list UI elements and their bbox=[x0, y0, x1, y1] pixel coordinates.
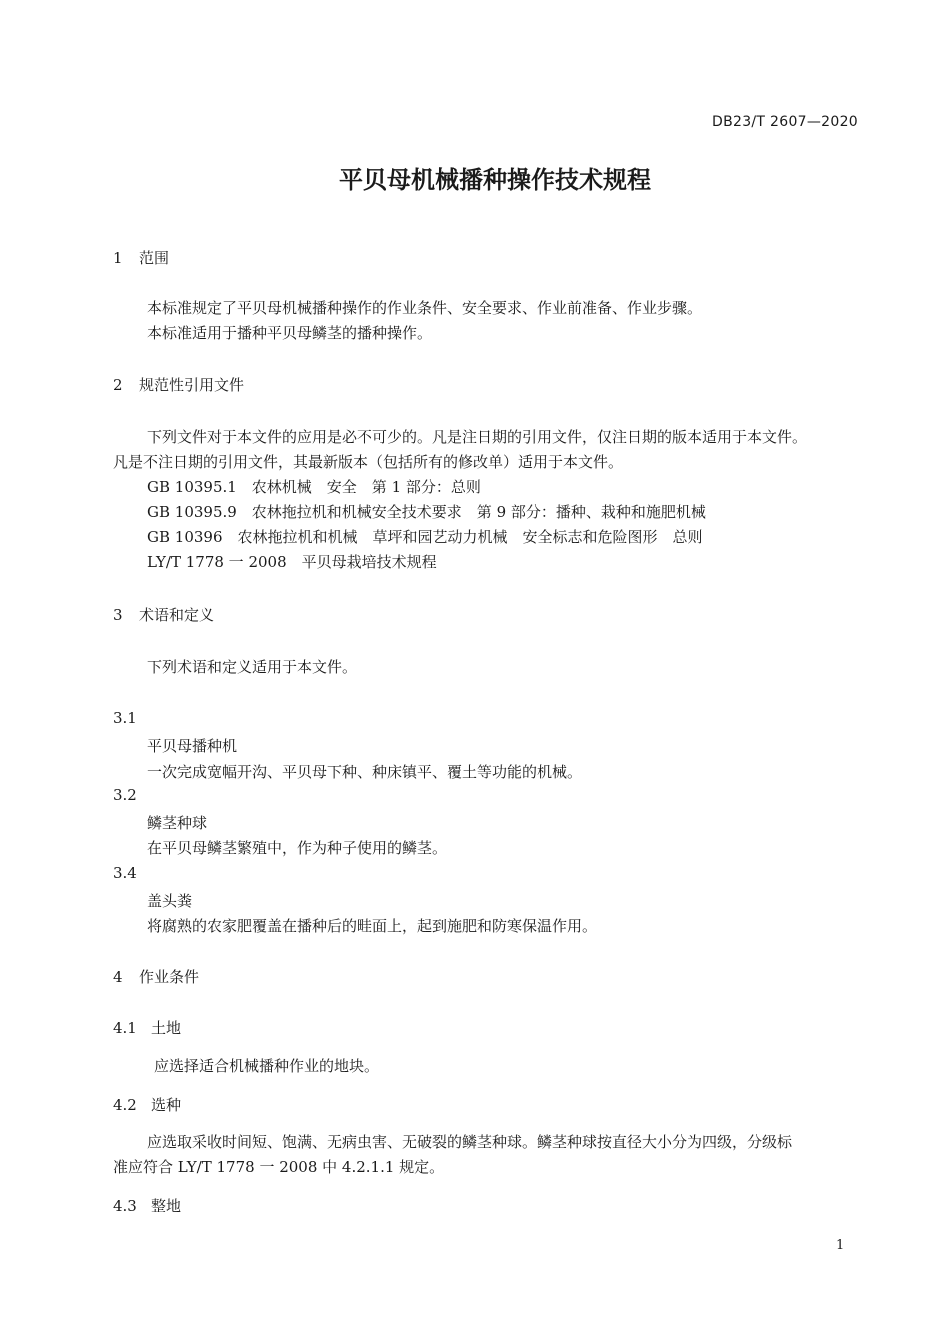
section-title: 范围 bbox=[139, 249, 170, 267]
subsection-title: 土地 bbox=[151, 1019, 182, 1037]
paragraph: 本标准规定了平贝母机械播种操作的作业条件、安全要求、作业前准备、作业步骤。 bbox=[147, 299, 703, 317]
section-4-heading bbox=[113, 966, 199, 987]
term-definition: 一次完成宽幅开沟、平贝母下种、种床镇平、覆土等功能的机械。 bbox=[147, 763, 583, 781]
section-number: 2 bbox=[113, 376, 123, 394]
term-name: 盖头粪 bbox=[147, 892, 193, 910]
term-name: 鳞茎种球 bbox=[147, 814, 208, 832]
term-definition: 在平贝母鳞茎繁殖中，作为种子使用的鳞茎。 bbox=[147, 839, 448, 857]
reference-item: GB 10396 农林拖拉机和机械 草坪和园艺动力机械 安全标志和危险图形 总则 bbox=[147, 528, 703, 546]
section-2-heading bbox=[113, 374, 244, 395]
paragraph: 准应符合 LY/T 1778 一 2008 中 4.2.1.1 规定。 bbox=[113, 1158, 445, 1176]
reference-item: LY/T 1778 一 2008 平贝母栽培技术规程 bbox=[147, 553, 437, 571]
section-title: 作业条件 bbox=[139, 968, 200, 986]
document-number: DB23/T 2607—2020 bbox=[712, 114, 858, 130]
section-title: 规范性引用文件 bbox=[139, 376, 245, 394]
document-title: 平贝母机械播种操作技术规程 bbox=[339, 166, 651, 194]
subsection-number: 4.1 bbox=[113, 1019, 137, 1037]
subsection-4-2-heading bbox=[113, 1094, 181, 1115]
page-number: 1 bbox=[836, 1238, 845, 1253]
paragraph: 下列术语和定义适用于本文件。 bbox=[147, 658, 358, 676]
section-title: 术语和定义 bbox=[139, 606, 215, 624]
term-number: 3.1 bbox=[113, 709, 137, 727]
paragraph: 应选择适合机械播种作业的地块。 bbox=[154, 1057, 380, 1075]
paragraph: 下列文件对于本文件的应用是必不可少的。凡是注日期的引用文件，仅注日期的版本适用于本文件。 bbox=[147, 428, 808, 446]
term-number: 3.2 bbox=[113, 786, 137, 804]
paragraph: 凡是不注日期的引用文件，其最新版本（包括所有的修改单）适用于本文件。 bbox=[113, 453, 624, 471]
section-1-heading bbox=[113, 247, 169, 268]
reference-item: GB 10395.9 农林拖拉机和机械安全技术要求 第 9 部分：播种、栽种和施肥机械 bbox=[147, 503, 706, 521]
paragraph: 应选取采收时间短、饱满、无病虫害、无破裂的鳞茎种球。鳞茎种球按直径大小分为四级，分级标 bbox=[147, 1133, 793, 1151]
reference-item: GB 10395.1 农林机械 安全 第 1 部分：总则 bbox=[147, 478, 481, 496]
section-number: 4 bbox=[113, 968, 123, 986]
subsection-title: 选种 bbox=[151, 1096, 182, 1114]
subsection-number: 4.3 bbox=[113, 1197, 137, 1215]
subsection-title: 整地 bbox=[151, 1197, 182, 1215]
section-3-heading bbox=[113, 604, 214, 625]
section-number: 3 bbox=[113, 606, 123, 624]
subsection-4-1-heading bbox=[113, 1017, 181, 1038]
subsection-number: 4.2 bbox=[113, 1096, 137, 1114]
subsection-4-3-heading bbox=[113, 1195, 181, 1216]
term-name: 平贝母播种机 bbox=[147, 737, 238, 755]
paragraph: 本标准适用于播种平贝母鳞茎的播种操作。 bbox=[147, 324, 433, 342]
term-definition: 将腐熟的农家肥覆盖在播种后的畦面上，起到施肥和防寒保温作用。 bbox=[147, 917, 598, 935]
term-number: 3.4 bbox=[113, 864, 137, 882]
section-number: 1 bbox=[113, 249, 123, 267]
